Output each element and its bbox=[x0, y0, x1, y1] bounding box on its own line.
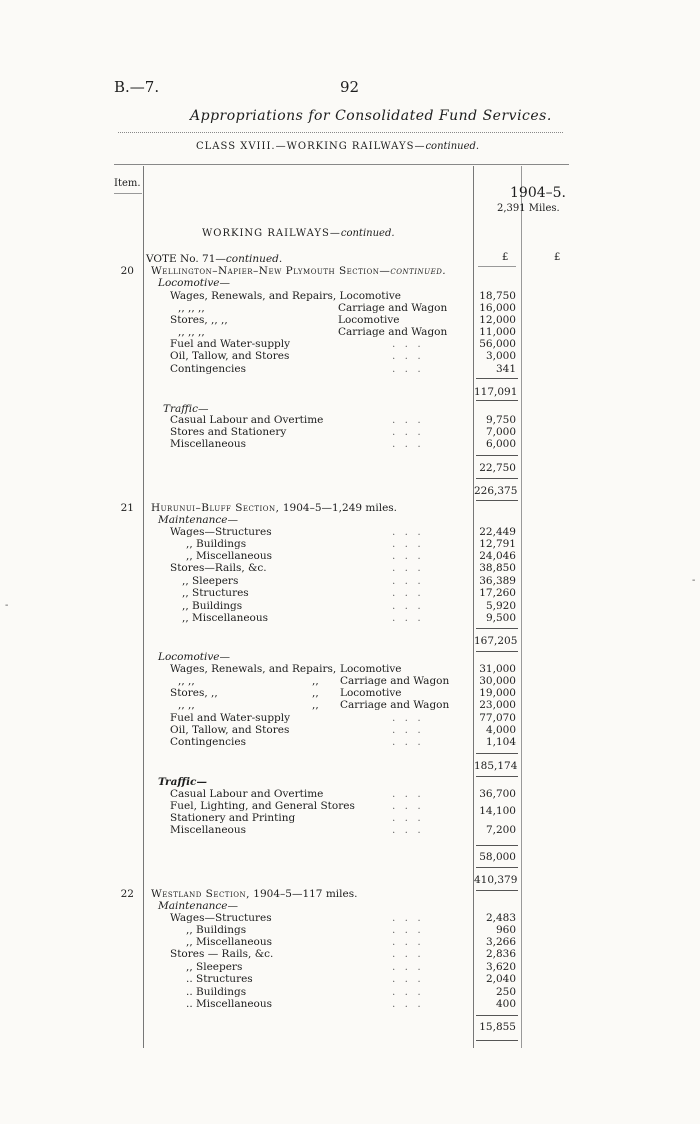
table-row: Wages—Structures . . . 2,483 bbox=[170, 912, 516, 924]
table-row: ,, ,, ,, Carriage and Wagon 11,000 bbox=[178, 326, 516, 338]
table-row: ,, Structures . . . 17,260 bbox=[182, 587, 516, 599]
table-row: Oil, Tallow, and Stores . . . 3,000 bbox=[170, 350, 516, 362]
currency-symbol-col1: £ bbox=[502, 252, 509, 263]
table-row: Miscellaneous . . . 6,000 bbox=[170, 438, 516, 450]
table-row: Miscellaneous . . . 7,200 bbox=[170, 824, 516, 836]
table-row: 22 Westland Section, 1904–5—117 miles. bbox=[120, 888, 358, 900]
table-row: Contingencies . . . 341 bbox=[170, 363, 516, 375]
table-row: ,, Buildings . . . 960 bbox=[186, 924, 516, 936]
subtotal-value: 58,000 bbox=[479, 851, 516, 863]
vote-line: VOTE No. 71—continued. bbox=[146, 253, 283, 265]
subtotal-value: 22,750 bbox=[479, 462, 516, 474]
table-row: Contingencies . . . 1,104 bbox=[170, 736, 516, 748]
table-row: ,, Sleepers . . . 3,620 bbox=[186, 961, 516, 973]
table-row: Stores and Stationery . . . 7,000 bbox=[170, 426, 516, 438]
page-number: 92 bbox=[340, 78, 360, 96]
table-row: Locomotive— bbox=[158, 277, 230, 289]
table-row: Fuel and Water-supply . . . 56,000 bbox=[170, 338, 516, 350]
table-row: Stores—Rails, &c. . . . 38,850 bbox=[170, 562, 516, 574]
page-title: Appropriations for Consolidated Fund Services. bbox=[190, 108, 552, 124]
table-row: Wages—Structures . . . 22,449 bbox=[170, 526, 516, 538]
table-row: ,, ,, ,, Carriage and Wagon 30,000 bbox=[178, 675, 516, 687]
table-row: ,, Buildings . . . 5,920 bbox=[182, 600, 516, 612]
subtotal-rule bbox=[476, 867, 518, 868]
table-row: .. Structures . . . 2,040 bbox=[186, 973, 516, 985]
subtotal-value: 117,091 bbox=[474, 386, 518, 398]
table-row: ,, Miscellaneous . . . 9,500 bbox=[182, 612, 516, 624]
item-column-header: Item. bbox=[114, 178, 141, 189]
table-row: Stores, ,, ,, Locomotive 19,000 bbox=[170, 687, 516, 699]
section-heading: WORKING RAILWAYS—continued. bbox=[202, 228, 395, 239]
subtotal-rule bbox=[476, 378, 518, 379]
table-row: Traffic— bbox=[163, 403, 209, 415]
item-total-value: 226,375 bbox=[474, 485, 518, 497]
miles-header: 2,391 Miles. bbox=[497, 203, 560, 214]
table-row: 20 Wellington–Napier–New Plymouth Section—continued. bbox=[120, 265, 447, 277]
year-header: 1904–5. bbox=[510, 185, 566, 201]
item-total-rule bbox=[476, 500, 518, 501]
margin-mark: - bbox=[5, 600, 9, 611]
table-row: Wages, Renewals, and Repairs, Locomotive 18,750 bbox=[170, 290, 516, 302]
subtotal-value: 167,205 bbox=[474, 635, 518, 647]
subtotal-rule bbox=[476, 1040, 518, 1041]
subtotal-value: 15,855 bbox=[479, 1021, 516, 1033]
table-row: Maintenance— bbox=[158, 514, 238, 526]
table-row: .. Buildings . . . 250 bbox=[186, 986, 516, 998]
table-row: ,, Sleepers . . . 36,389 bbox=[182, 575, 516, 587]
subtotal-rule bbox=[476, 845, 518, 846]
subtotal-rule bbox=[476, 1015, 518, 1016]
table-row: 21 Hurunui–Bluff Section, 1904–5—1,249 miles. bbox=[120, 502, 398, 514]
subtotal-rule bbox=[476, 478, 518, 479]
table-row: Traffic— bbox=[158, 776, 207, 788]
table-row: Maintenance— bbox=[158, 900, 238, 912]
margin-mark: - bbox=[692, 575, 696, 586]
subtotal-value: 185,174 bbox=[474, 760, 518, 772]
table-row: ,, Miscellaneous . . . 3,266 bbox=[186, 936, 516, 948]
table-row: ,, Buildings . . . 12,791 bbox=[186, 538, 516, 550]
subtotal-rule bbox=[476, 628, 518, 629]
table-row: Locomotive— bbox=[158, 651, 230, 663]
table-row: Oil, Tallow, and Stores . . . 4,000 bbox=[170, 724, 516, 736]
subtotal-rule bbox=[476, 400, 518, 401]
table-row: Stores, ,, ,, Locomotive 12,000 bbox=[170, 314, 516, 326]
table-row: Stores — Rails, &c. . . . 2,836 bbox=[170, 948, 516, 960]
table-row: Fuel, Lighting, and General Stores . . . bbox=[170, 800, 424, 812]
table-row: ,, ,, ,, Carriage and Wagon 16,000 bbox=[178, 302, 516, 314]
table-row: Fuel and Water-supply . . . 77,070 bbox=[170, 712, 516, 724]
traffic-fuel-value: 14,100 bbox=[479, 805, 516, 817]
item-header-rule bbox=[114, 193, 142, 194]
table-row: Wages, Renewals, and Repairs, Locomotive 31,000 bbox=[170, 663, 516, 675]
table-row: ,, ,, ,, Carriage and Wagon 23,000 bbox=[178, 699, 516, 711]
table-row: .. Miscellaneous . . . 400 bbox=[186, 998, 516, 1010]
title-rule bbox=[118, 132, 563, 133]
document-reference: B.—7. bbox=[114, 78, 160, 96]
class-heading: CLASS XVIII.—WORKING RAILWAYS—continued. bbox=[196, 141, 480, 152]
subtotal-rule bbox=[476, 455, 518, 456]
subtotal-rule bbox=[476, 753, 518, 754]
table-top-rule bbox=[114, 164, 569, 165]
currency-symbol-col2: £ bbox=[554, 252, 561, 263]
table-row: Stationery and Printing . . . bbox=[170, 812, 424, 824]
item-total-value: 410,379 bbox=[474, 874, 518, 886]
table-row: Casual Labour and Overtime . . . 36,700 bbox=[170, 788, 516, 800]
table-row: ,, Miscellaneous . . . 24,046 bbox=[186, 550, 516, 562]
table-row: Casual Labour and Overtime . . . 9,750 bbox=[170, 414, 516, 426]
